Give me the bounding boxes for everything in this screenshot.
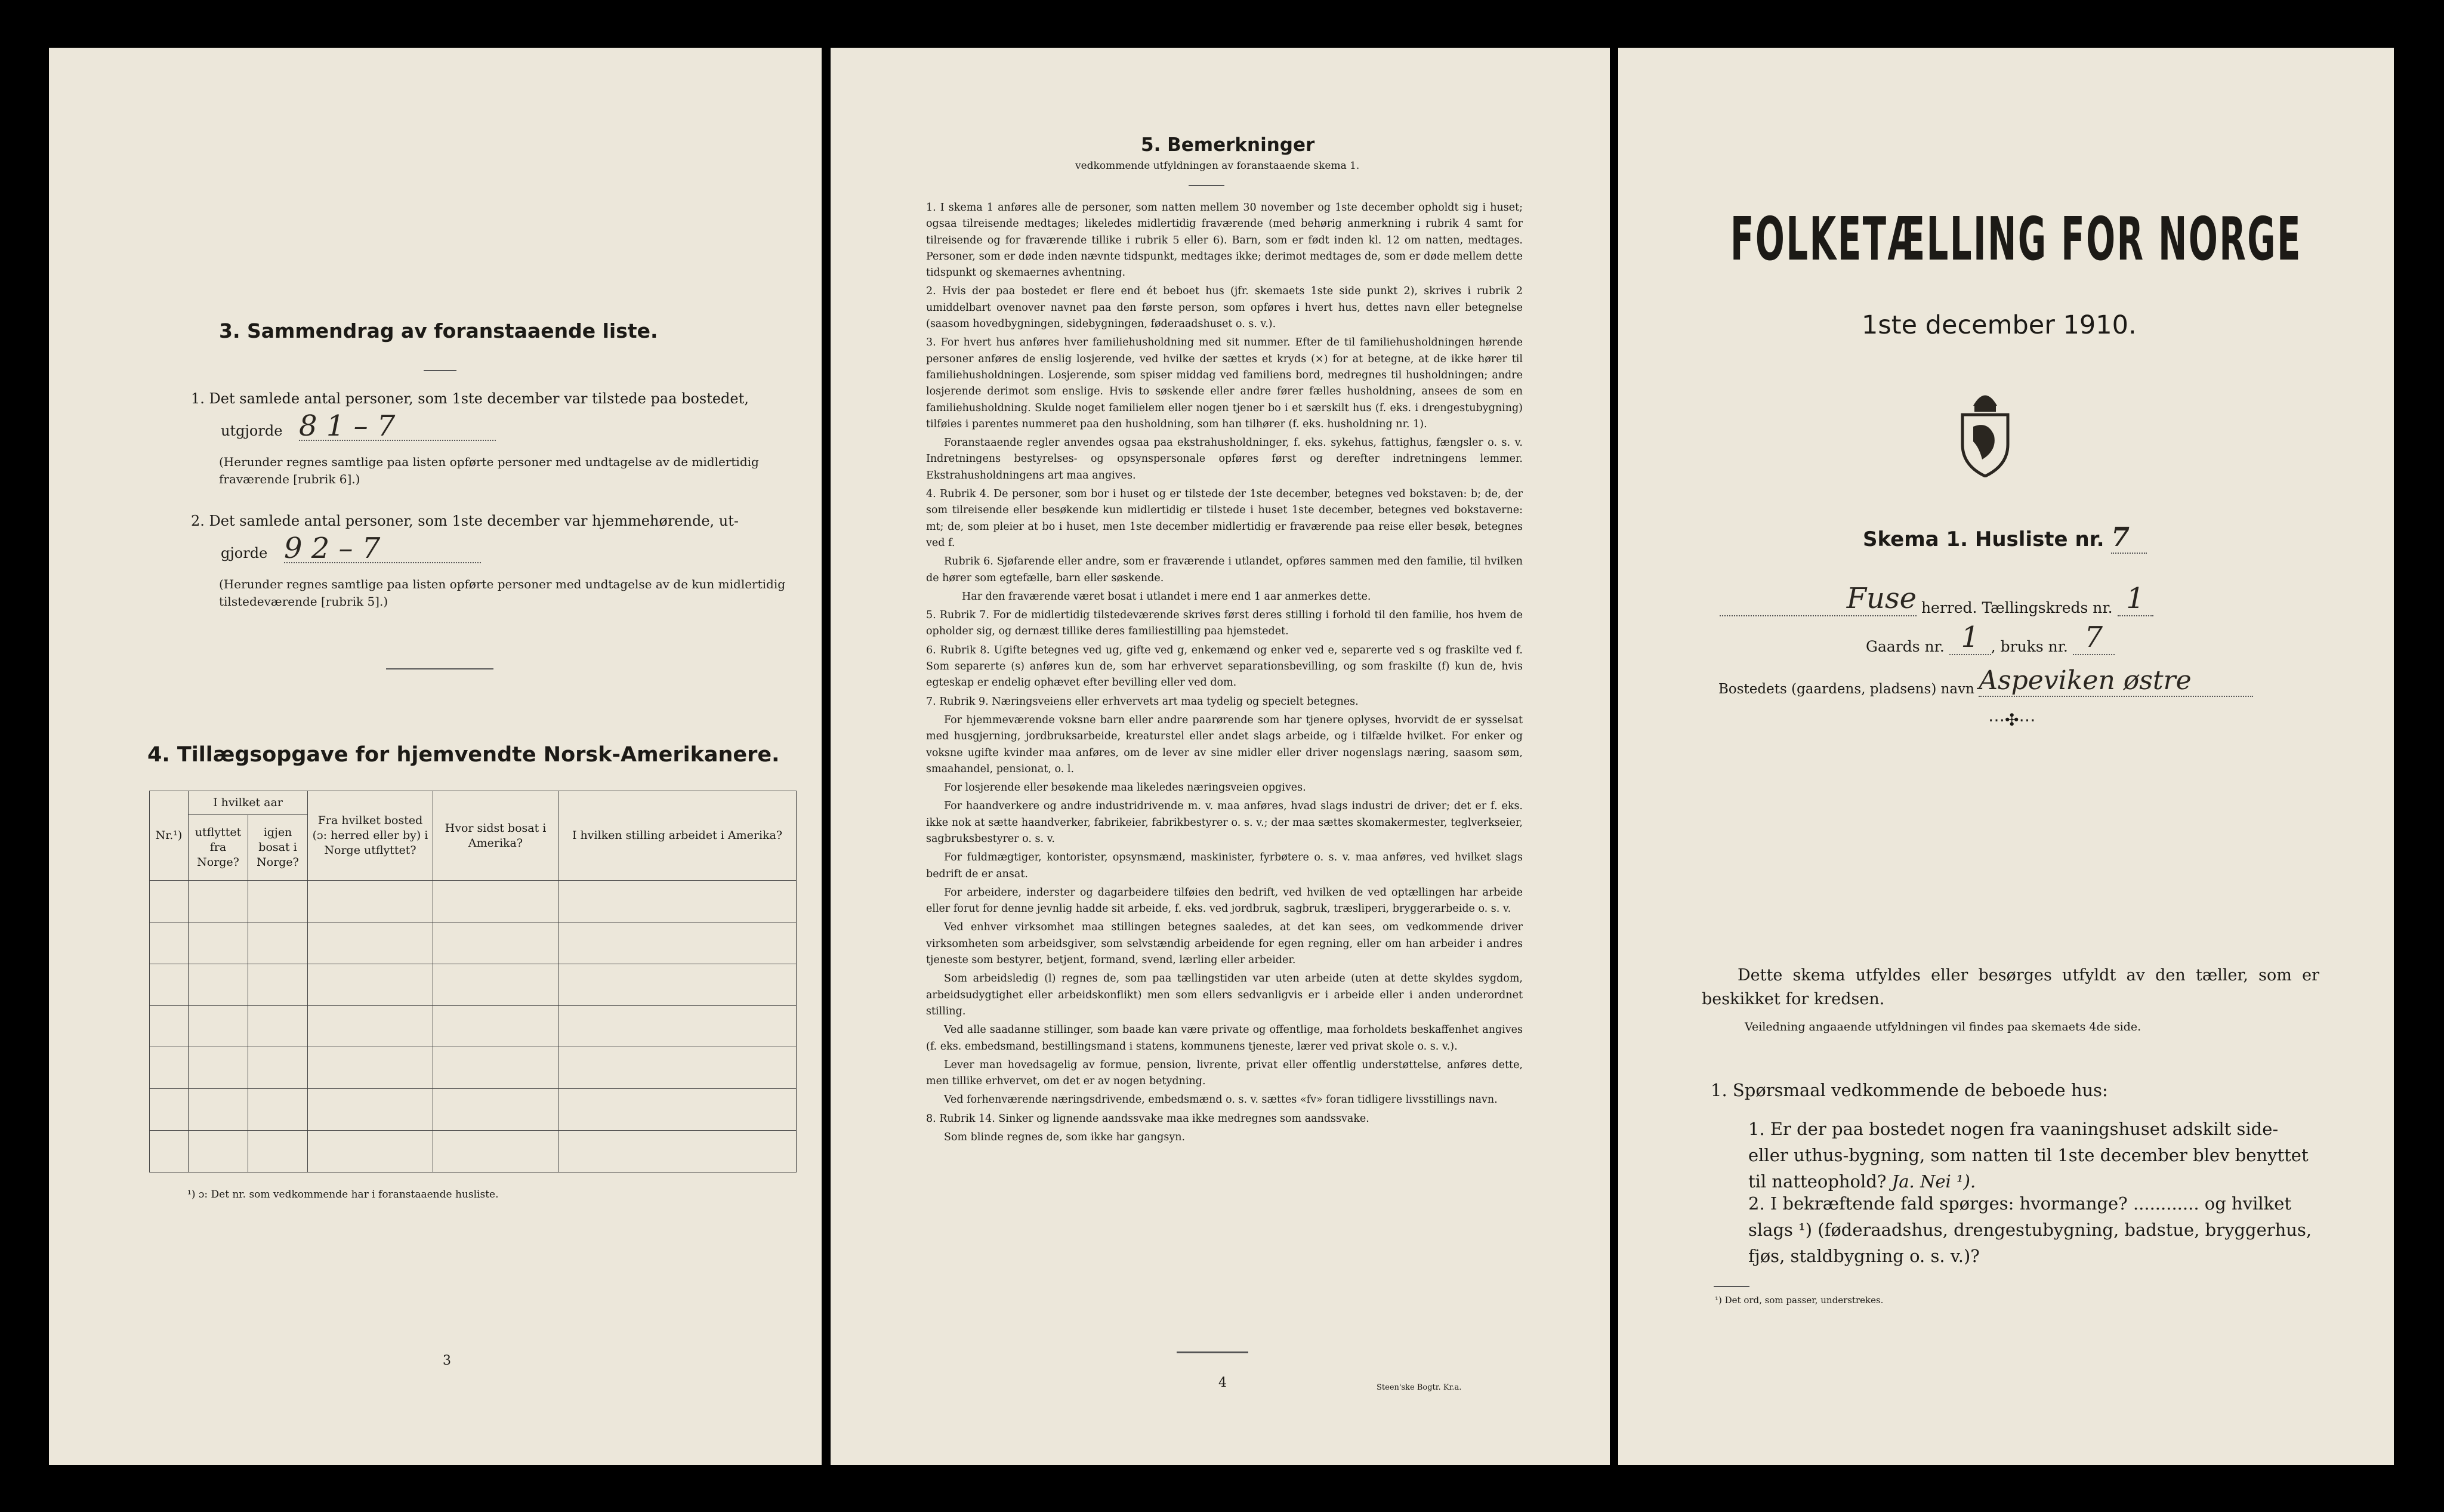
herred-line: Fuse herred. Tællingskreds nr. 1 <box>1720 582 2153 616</box>
col-hvor-bosat: Hvor sidst bosat i Amerika? <box>433 791 558 881</box>
table-footnote: ¹) ɔ: Det nr. som vedkommende har i foranstaaende husliste. <box>187 1189 499 1201</box>
husliste-number: 7 <box>2111 522 2147 554</box>
remarks-heading: 5. Bemerkninger <box>1141 134 1315 156</box>
summary-item-2: 2. Det samlede antal personer, som 1ste december var hjemmehørende, ut- gjorde 9 2 – 7 <box>191 513 739 565</box>
table-row <box>150 881 797 922</box>
herred-value: Fuse <box>1720 582 1917 616</box>
bruks-value: 7 <box>2073 621 2115 655</box>
norsk-amerikanere-table <box>149 791 797 1172</box>
footnote: ¹) Det ord, som passer, understrekes. <box>1715 1295 1884 1306</box>
page-left <box>49 48 822 1465</box>
table-row <box>150 1089 797 1131</box>
section4-heading: 4. Tillægsopgave for hjemvendte Norsk-Amerikanere. <box>147 743 780 767</box>
divider <box>1189 185 1224 186</box>
q1-answer: Ja. Nei ¹). <box>1891 1171 1976 1192</box>
skema-line: Skema 1. Husliste nr. 7 <box>1863 522 2147 554</box>
coat-of-arms-icon <box>1955 382 2015 477</box>
page-right <box>1618 48 2394 1465</box>
intro-text: Dette skema utfyldes eller besørges utfyldt av den tæller, som er beskikket for kredsen. <box>1702 966 2319 1008</box>
col-fra-bosted: Fra hvilket bosted (ɔ: herred eller by) i Norge utflyttet? <box>308 791 433 881</box>
table-row <box>150 1005 797 1047</box>
ornament-icon: ⋯✣⋯ <box>1988 710 2036 730</box>
section3-heading: 3. Sammendrag av foranstaaende liste. <box>219 319 658 342</box>
item1-handwritten-value: 8 1 – 7 <box>299 412 496 441</box>
bosted-value: Aspeviken østre <box>1979 665 2253 697</box>
remarks-subheading: vedkommende utfyldningen av foranstaaende skema 1. <box>1075 160 1360 172</box>
divider <box>1177 1351 1248 1353</box>
gaards-value: 1 <box>1949 621 1991 655</box>
divider <box>424 370 456 371</box>
page-number: 3 <box>443 1353 451 1368</box>
kreds-value: 1 <box>2118 582 2153 616</box>
divider <box>386 668 493 669</box>
col-group-year: I hvilket aar <box>189 791 308 815</box>
form-title: FOLKETÆLLING FOR NORGE <box>1730 204 2302 274</box>
question-2: 2. I bekræftende fald spørges: hvormange? ............ og hvilket slags ¹) (føderaadshus, drengestubygning, badstue, bryggerhus, fjøs, staldbygning o. s. v.)? <box>1748 1193 2312 1266</box>
divider <box>1714 1286 1749 1287</box>
item2-handwritten-value: 9 2 – 7 <box>284 535 481 563</box>
table-row <box>150 964 797 1005</box>
table-row <box>150 1047 797 1089</box>
gaards-line: Gaards nr. 1 , bruks nr. 7 <box>1866 621 2115 655</box>
page-middle <box>831 48 1610 1465</box>
col-stilling: I hvilken stilling arbeidet i Amerika? <box>558 791 797 881</box>
col-nr: Nr.¹) <box>150 791 189 881</box>
table-row <box>150 922 797 964</box>
census-date: 1ste december 1910. <box>1862 310 2137 340</box>
col-igjen-bosat: igjen bosat i Norge? <box>248 815 308 881</box>
questions-heading: 1. Spørsmaal vedkommende de beboede hus: <box>1711 1080 2108 1100</box>
printer-mark: Steen'ske Bogtr. Kr.a. <box>1377 1383 1462 1392</box>
table-row <box>150 1131 797 1172</box>
page-number: 4 <box>1218 1375 1227 1390</box>
summary-item-1: 1. Det samlede antal personer, som 1ste december var tilstede paa bostedet, utgjorde 8 1 – 7 <box>191 390 749 443</box>
col-utflyttet: utflyttet fra Norge? <box>189 815 248 881</box>
bosted-line: Bostedets (gaardens, pladsens) navn Aspeviken østre <box>1718 665 2253 697</box>
remarks-body: 1. I skema 1 anføres alle de personer, som natten mellem 30 november og 1ste december opholdt sig i huset; ogsaa tilreisende medtages; likeledes midlertidig fraværende (med behørig anmerkning i rubrik 4 samt for tilreisende og for fraværende tillike i rubrik 5 eller 6). Barn, som er født inden kl. 12 om natten, medtages. Personer, som er døde inden nævnte tidspunkt, medtages ikke; derimot medtages de, som er døde mellem dette tidspunkt og skemaernes avhentning. 2. Hvis der paa bostedet er flere end ét beboet hus (jfr. skemaets 1ste side punkt 2), skrives i rubrik 2 umiddelbart ovenover navnet paa den første person, som opføres i hvert hus, dettes navn eller betegnelse (saasom hovedbygningen, sidebygningen, føderaadshuset o. s. v.). 3. For hvert hus anføres hver familiehusholdning med sit nummer. Efter de til familiehusholdningen hørende personer anføres de enslig losjerende, ved hvilke der sættes et kryds (×) for at betegne, at de ikke hører til familiehusholdningen. Losjerende, som spiser middag ved familiens bord, medregnes til husholdningen; andre losjerende derimot som enslige. Hvis to søskende eller andre fører fælles husholdning, ansees de som en familiehusholdning. Skulde noget familielem eller nogen tjener bo i et særskilt hus (f. eks. i drengestubygning) tilføies i parentes nummeret paa den husholdning, som han tilhører (f. eks. husholdning nr. 1). Foranstaaende regler anvendes ogsaa paa ekstrahusholdninger, f. eks. sykehus, fattighus, fængsler o. s. v. Indretningens bestyrelses- og opsynspersonale opføres først og derefter indretningens lemmer. Ekstrahusholdningens art maa angives. 4. Rubrik 4. De personer, som bor i huset og er tilstede der 1ste december, betegnes ved bokstaven: b; de, der som tilreisende eller besøkende kun midlertidig er tilstede i huset 1ste december, betegnes ved bokstaverne: mt; de, som pleier at bo i huset, men 1ste december midlertidig er fraværende paa reise eller besøk, betegnes ved f. Rubrik 6. Sjøfarende eller andre, som er fraværende i utlandet, opføres sammen med den familie, til hvilken de hører som egtefælle, barn eller søskende. Har den fraværende været bosat i utlandet i mere end 1 aar anmerkes dette. 5. Rubrik 7. For de midlertidig tilstedeværende skrives først deres stilling i forhold til den familie, hos hvem de opholder sig, og dernæst tillike deres familiestilling paa hjemstedet. 6. Rubrik 8. Ugifte betegnes ved ug, gifte ved g, enkemænd og enker ved e, separerte ved s og fraskilte ved f. Som separerte (s) anføres kun de, som har erhvervet separationsbevilling, og som fraskilte (f) kun de, hvis egteskap er endelig ophævet efter bevilling eller ved dom. 7. Rubrik 9. Næringsveiens eller erhvervets art maa tydelig og specielt betegnes. For hjemmeværende voksne barn eller andre paarørende som har tjenere oplyses, hvorvidt de er sysselsat med husgjerning, jordbruksarbeide, kreaturstel eller andet slags arbeide, og i tilfælde hvilket. For enker og voksne ugifte kvinder maa anføres, om de lever av sine midler eller driver nogenslags næring, saasom søm, smaahandel, pensionat, o. l. For losjerende eller besøkende maa likeledes næringsveien opgives. For haandverkere og andre industridrivende m. v. maa anføres, hvad slags industri de driver; det er f. eks. ikke nok at sætte haandverker, fabrikeier, fabrikbestyrer o. s. v.; der maa sættes skomakermester, teglverkseier, sagbruksbestyrer o. s. v. For fuldmægtiger, kontorister, opsynsmænd, maskinister, fyrbøtere o. s. v. maa anføres, ved hvilket slags bedrift de er ansat. For arbeidere, inderster og dagarbeidere tilføies den bedrift, ved hvilken de ved optællingen har arbeide eller forut for denne jevnlig hadde sit arbeide, f. eks. ved jordbruk, sagbruk, træsliperi, bryggerarbeide o. s. v. Ved enhver virksomhet maa stillingen betegnes saaledes, at det kan sees, om vedkommende driver virksomheten som arbeidsgiver, som selvstændig arbeidende for egen regning, eller om han arbeider i andres tjeneste som bestyrer, betjent, formand, svend, lærling eller arbeider. Som arbeidsledig (l) regnes de, som paa tællingstiden var uten arbeide (uten at dette skyldes sygdom, arbeidsudygtighet eller arbeidskonflikt) men som ellers sedvanligvis er i arbeide eller i anden underordnet stilling. Ved alle saadanne stillinger, som baade kan være private og offentlige, maa forholdets beskaffenhet angives (f. eks. embedsmand, bestillingsmand i statens, kommunens tjeneste, lærer ved privat skole o. s. v.). Lever man hovedsagelig av formue, pension, livrente, privat eller offentlig understøttelse, anføres dette, men tillike erhvervet, om det er av nogen betydning. Ved forhenværende næringsdrivende, embedsmænd o. s. v. sættes «fv» foran tidligere livsstillings navn. 8. Rubrik 14. Sinker og lignende aandssvake maa ikke medregnes som aandssvake. Som blinde regnes de, som ikke har gangsyn. <box>926 202 1523 1144</box>
guidance-text: Veiledning angaaende utfyldningen vil findes paa skemaets 4de side. <box>1745 1020 2141 1033</box>
question-1: 1. Er der paa bostedet nogen fra vaaningshuset adskilt side- eller uthus-bygning, som natten til 1ste december blev benyttet til natteophold? Ja. Nei ¹). <box>1748 1119 2309 1192</box>
item1-note: (Herunder regnes samtlige paa listen opførte personer med undtagelse av de midlertidig fraværende [rubrik 6].) <box>219 455 759 486</box>
item2-note: (Herunder regnes samtlige paa listen opførte personer med undtagelse av de kun midlertidig tilstedeværende [rubrik 5].) <box>219 577 786 609</box>
